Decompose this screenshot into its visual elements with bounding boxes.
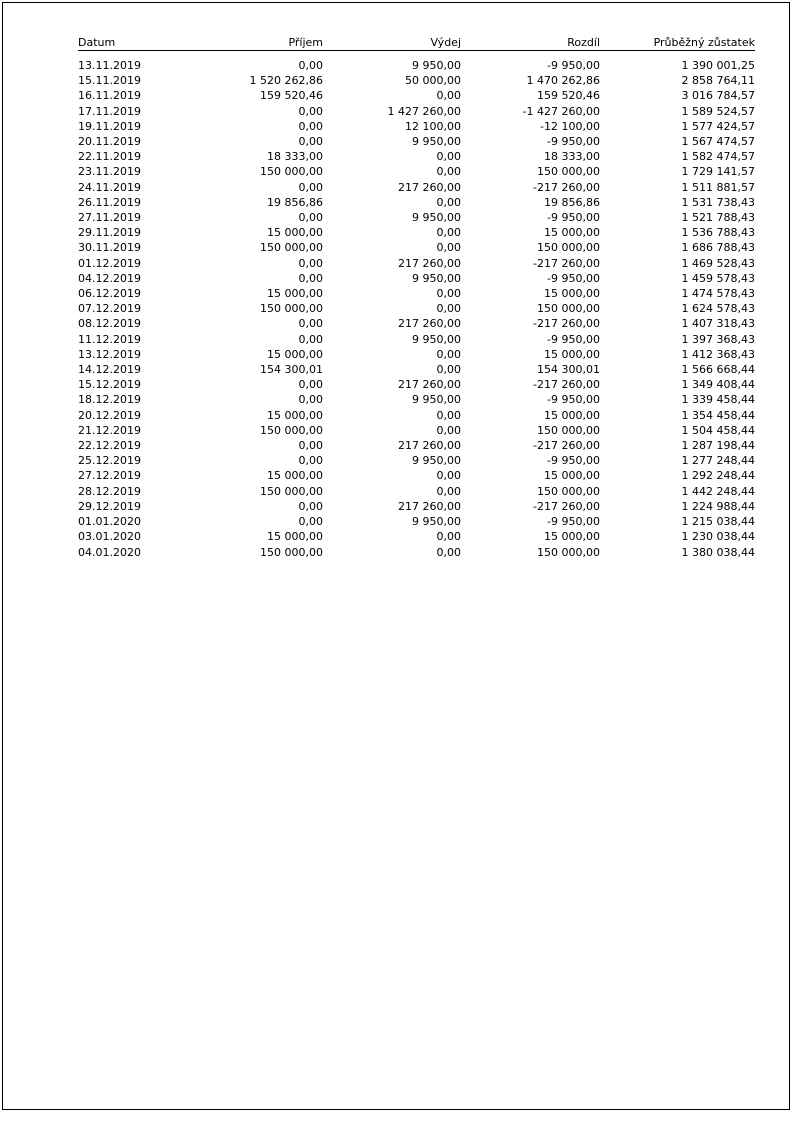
cell-datum: 01.01.2020	[78, 515, 141, 529]
cell-datum: 27.12.2019	[78, 469, 141, 483]
cell-prijem: 154 300,01	[260, 363, 323, 377]
cell-vydej: 217 260,00	[398, 317, 461, 331]
table-row	[78, 164, 755, 179]
cell-vydej: 0,00	[436, 530, 461, 544]
cell-prijem: 150 000,00	[260, 241, 323, 255]
table-row	[78, 377, 755, 392]
cell-zustatek: 1 582 474,57	[681, 150, 755, 164]
cell-zustatek: 1 215 038,44	[681, 515, 755, 529]
cell-datum: 30.11.2019	[78, 241, 141, 255]
cell-prijem: 150 000,00	[260, 423, 323, 437]
cell-rozdil: 15 000,00	[544, 530, 600, 544]
cell-datum: 07.12.2019	[78, 302, 141, 316]
cell-datum: 23.11.2019	[78, 165, 141, 179]
cell-vydej: 0,00	[436, 226, 461, 240]
cell-datum: 11.12.2019	[78, 332, 141, 346]
column-header-datum: Datum	[78, 37, 190, 51]
table-row	[78, 195, 755, 210]
column-header-vydej: Výdej	[323, 37, 461, 51]
cell-rozdil: -9 950,00	[547, 271, 600, 285]
cell-vydej: 217 260,00	[398, 499, 461, 513]
table-row	[78, 73, 755, 88]
cell-prijem: 150 000,00	[260, 302, 323, 316]
cell-rozdil: 19 856,86	[544, 195, 600, 209]
cell-zustatek: 1 459 578,43	[681, 271, 755, 285]
cell-rozdil: -9 950,00	[547, 135, 600, 149]
cell-prijem: 15 000,00	[267, 530, 323, 544]
table-row	[78, 514, 755, 529]
cell-zustatek: 1 354 458,44	[681, 408, 755, 422]
cell-prijem: 150 000,00	[260, 165, 323, 179]
table-row	[78, 453, 755, 468]
cell-datum: 08.12.2019	[78, 317, 141, 331]
cell-zustatek: 1 577 424,57	[681, 119, 755, 133]
cell-prijem: 0,00	[298, 119, 323, 133]
table-header-row	[78, 37, 755, 51]
cell-zustatek: 1 412 368,43	[681, 347, 755, 361]
cell-zustatek: 1 521 788,43	[681, 211, 755, 225]
cell-rozdil: -9 950,00	[547, 515, 600, 529]
cell-prijem: 0,00	[298, 515, 323, 529]
cell-rozdil: -1 427 260,00	[522, 104, 600, 118]
cell-prijem: 0,00	[298, 59, 323, 72]
cell-zustatek: 1 531 738,43	[681, 195, 755, 209]
cell-zustatek: 1 292 248,44	[681, 469, 755, 483]
cell-vydej: 0,00	[436, 241, 461, 255]
cell-vydej: 12 100,00	[405, 119, 461, 133]
cell-rozdil: -217 260,00	[533, 317, 600, 331]
table-row	[78, 104, 755, 119]
table-row	[78, 438, 755, 453]
cell-prijem: 0,00	[298, 317, 323, 331]
cell-prijem: 18 333,00	[267, 150, 323, 164]
cell-vydej: 0,00	[436, 195, 461, 209]
cell-datum: 17.11.2019	[78, 104, 141, 118]
cell-prijem: 0,00	[298, 271, 323, 285]
cell-zustatek: 1 224 988,44	[681, 499, 755, 513]
cell-rozdil: 150 000,00	[537, 165, 600, 179]
cell-rozdil: -9 950,00	[547, 332, 600, 346]
cell-vydej: 217 260,00	[398, 378, 461, 392]
table-row	[78, 134, 755, 149]
cell-vydej: 0,00	[436, 347, 461, 361]
cell-prijem: 0,00	[298, 135, 323, 149]
cell-zustatek: 3 016 784,57	[681, 89, 755, 103]
cell-rozdil: -9 950,00	[547, 393, 600, 407]
cell-datum: 26.11.2019	[78, 195, 141, 209]
cell-zustatek: 1 442 248,44	[681, 484, 755, 498]
cell-datum: 14.12.2019	[78, 363, 141, 377]
cell-vydej: 0,00	[436, 545, 461, 559]
cell-zustatek: 1 566 668,44	[681, 363, 755, 377]
table-row	[78, 468, 755, 483]
cell-zustatek: 1 390 001,25	[681, 59, 755, 72]
cell-vydej: 217 260,00	[398, 439, 461, 453]
cell-rozdil: 15 000,00	[544, 226, 600, 240]
cell-vydej: 0,00	[436, 408, 461, 422]
cell-zustatek: 1 397 368,43	[681, 332, 755, 346]
cell-zustatek: 1 624 578,43	[681, 302, 755, 316]
column-header-zustatek: Průběžný zůstatek	[600, 37, 755, 51]
cell-vydej: 0,00	[436, 484, 461, 498]
cell-vydej: 0,00	[436, 469, 461, 483]
cell-vydej: 9 950,00	[412, 271, 461, 285]
cell-vydej: 9 950,00	[412, 135, 461, 149]
column-header-rozdil: Rozdíl	[461, 37, 600, 51]
table-row	[78, 408, 755, 423]
transactions-table	[78, 37, 755, 560]
table-row	[78, 271, 755, 286]
cell-datum: 27.11.2019	[78, 211, 141, 225]
column-header-prijem: Příjem	[190, 37, 323, 51]
cell-datum: 03.01.2020	[78, 530, 141, 544]
cell-datum: 04.01.2020	[78, 545, 141, 559]
cell-zustatek: 1 686 788,43	[681, 241, 755, 255]
cell-prijem: 15 000,00	[267, 287, 323, 301]
cell-datum: 29.12.2019	[78, 499, 141, 513]
cell-vydej: 0,00	[436, 150, 461, 164]
cell-rozdil: 15 000,00	[544, 469, 600, 483]
cell-vydej: 217 260,00	[398, 256, 461, 270]
table-row	[78, 240, 755, 255]
cell-zustatek: 1 589 524,57	[681, 104, 755, 118]
cell-zustatek: 1 536 788,43	[681, 226, 755, 240]
cell-zustatek: 1 287 198,44	[681, 439, 755, 453]
cell-rozdil: 150 000,00	[537, 241, 600, 255]
cell-zustatek: 1 349 408,44	[681, 378, 755, 392]
cell-rozdil: 154 300,01	[537, 363, 600, 377]
cell-rozdil: -12 100,00	[540, 119, 600, 133]
table-row	[78, 180, 755, 195]
cell-zustatek: 1 474 578,43	[681, 287, 755, 301]
cell-rozdil: -217 260,00	[533, 256, 600, 270]
cell-prijem: 150 000,00	[260, 484, 323, 498]
table-row	[78, 119, 755, 134]
cell-rozdil: -217 260,00	[533, 439, 600, 453]
cell-datum: 25.12.2019	[78, 454, 141, 468]
cell-prijem: 0,00	[298, 454, 323, 468]
cell-vydej: 9 950,00	[412, 332, 461, 346]
cell-zustatek: 1 511 881,57	[681, 180, 755, 194]
cell-rozdil: 150 000,00	[537, 302, 600, 316]
table-row	[78, 484, 755, 499]
cell-rozdil: 15 000,00	[544, 408, 600, 422]
cell-datum: 24.11.2019	[78, 180, 141, 194]
table-row	[78, 301, 755, 316]
cell-datum: 04.12.2019	[78, 271, 141, 285]
cell-zustatek: 1 729 141,57	[681, 165, 755, 179]
cell-rozdil: 159 520,46	[537, 89, 600, 103]
table-row	[78, 256, 755, 271]
table-header	[78, 37, 755, 51]
cell-zustatek: 1 277 248,44	[681, 454, 755, 468]
cell-rozdil: 150 000,00	[537, 423, 600, 437]
cell-datum: 22.12.2019	[78, 439, 141, 453]
cell-rozdil: -217 260,00	[533, 499, 600, 513]
cell-vydej: 217 260,00	[398, 180, 461, 194]
table-row	[78, 225, 755, 240]
cell-datum: 29.11.2019	[78, 226, 141, 240]
cell-vydej: 9 950,00	[412, 515, 461, 529]
cell-datum: 19.11.2019	[78, 119, 141, 133]
table-row	[78, 51, 755, 74]
cell-prijem: 15 000,00	[267, 469, 323, 483]
table-row	[78, 88, 755, 103]
cell-vydej: 0,00	[436, 363, 461, 377]
cell-prijem: 0,00	[298, 499, 323, 513]
cell-prijem: 0,00	[298, 332, 323, 346]
cell-rozdil: 150 000,00	[537, 545, 600, 559]
table-row	[78, 347, 755, 362]
table-row	[78, 286, 755, 301]
cell-rozdil: 150 000,00	[537, 484, 600, 498]
cell-rozdil: -9 950,00	[547, 211, 600, 225]
cell-zustatek: 2 858 764,11	[681, 74, 755, 88]
cell-zustatek: 1 230 038,44	[681, 530, 755, 544]
cell-prijem: 15 000,00	[267, 226, 323, 240]
cell-zustatek: 1 407 318,43	[681, 317, 755, 331]
cell-vydej: 50 000,00	[405, 74, 461, 88]
cell-prijem: 0,00	[298, 439, 323, 453]
cell-vydej: 9 950,00	[412, 454, 461, 468]
table-body	[78, 51, 755, 560]
cell-datum: 15.11.2019	[78, 74, 141, 88]
cell-zustatek: 1 380 038,44	[681, 545, 755, 559]
cell-zustatek: 1 339 458,44	[681, 393, 755, 407]
cell-vydej: 9 950,00	[412, 211, 461, 225]
cell-zustatek: 1 469 528,43	[681, 256, 755, 270]
cell-vydej: 0,00	[436, 423, 461, 437]
table-row	[78, 316, 755, 331]
cell-prijem: 0,00	[298, 180, 323, 194]
cell-vydej: 0,00	[436, 302, 461, 316]
cell-datum: 01.12.2019	[78, 256, 141, 270]
cell-prijem: 19 856,86	[267, 195, 323, 209]
cell-datum: 15.12.2019	[78, 378, 141, 392]
cell-rozdil: -217 260,00	[533, 180, 600, 194]
table-row	[78, 423, 755, 438]
cell-datum: 28.12.2019	[78, 484, 141, 498]
cell-prijem: 0,00	[298, 104, 323, 118]
cell-vydej: 0,00	[436, 287, 461, 301]
cell-vydej: 9 950,00	[412, 59, 461, 72]
cell-datum: 13.12.2019	[78, 347, 141, 361]
table-row	[78, 545, 755, 560]
cell-prijem: 1 520 262,86	[249, 74, 323, 88]
cell-vydej: 0,00	[436, 165, 461, 179]
cell-vydej: 1 427 260,00	[387, 104, 461, 118]
cell-prijem: 0,00	[298, 378, 323, 392]
cell-zustatek: 1 567 474,57	[681, 135, 755, 149]
cell-datum: 20.11.2019	[78, 135, 141, 149]
cell-datum: 21.12.2019	[78, 423, 141, 437]
table-row	[78, 392, 755, 407]
cell-prijem: 0,00	[298, 211, 323, 225]
cell-zustatek: 1 504 458,44	[681, 423, 755, 437]
cell-rozdil: 1 470 262,86	[526, 74, 600, 88]
cell-datum: 22.11.2019	[78, 150, 141, 164]
cell-rozdil: 15 000,00	[544, 287, 600, 301]
table-row	[78, 332, 755, 347]
cell-prijem: 15 000,00	[267, 347, 323, 361]
table-row	[78, 529, 755, 544]
table-row	[78, 499, 755, 514]
cell-datum: 20.12.2019	[78, 408, 141, 422]
table-row	[78, 210, 755, 225]
cell-rozdil: -9 950,00	[547, 59, 600, 72]
table-row	[78, 362, 755, 377]
cell-prijem: 0,00	[298, 256, 323, 270]
cell-prijem: 0,00	[298, 393, 323, 407]
cell-datum: 16.11.2019	[78, 89, 141, 103]
cell-rozdil: 18 333,00	[544, 150, 600, 164]
cell-prijem: 15 000,00	[267, 408, 323, 422]
cell-vydej: 0,00	[436, 89, 461, 103]
cell-prijem: 150 000,00	[260, 545, 323, 559]
cell-prijem: 159 520,46	[260, 89, 323, 103]
cell-vydej: 9 950,00	[412, 393, 461, 407]
cell-rozdil: 15 000,00	[544, 347, 600, 361]
cell-datum: 13.11.2019	[78, 59, 141, 72]
cell-datum: 06.12.2019	[78, 287, 141, 301]
cell-rozdil: -217 260,00	[533, 378, 600, 392]
cell-rozdil: -9 950,00	[547, 454, 600, 468]
table-row	[78, 149, 755, 164]
cell-datum: 18.12.2019	[78, 393, 141, 407]
